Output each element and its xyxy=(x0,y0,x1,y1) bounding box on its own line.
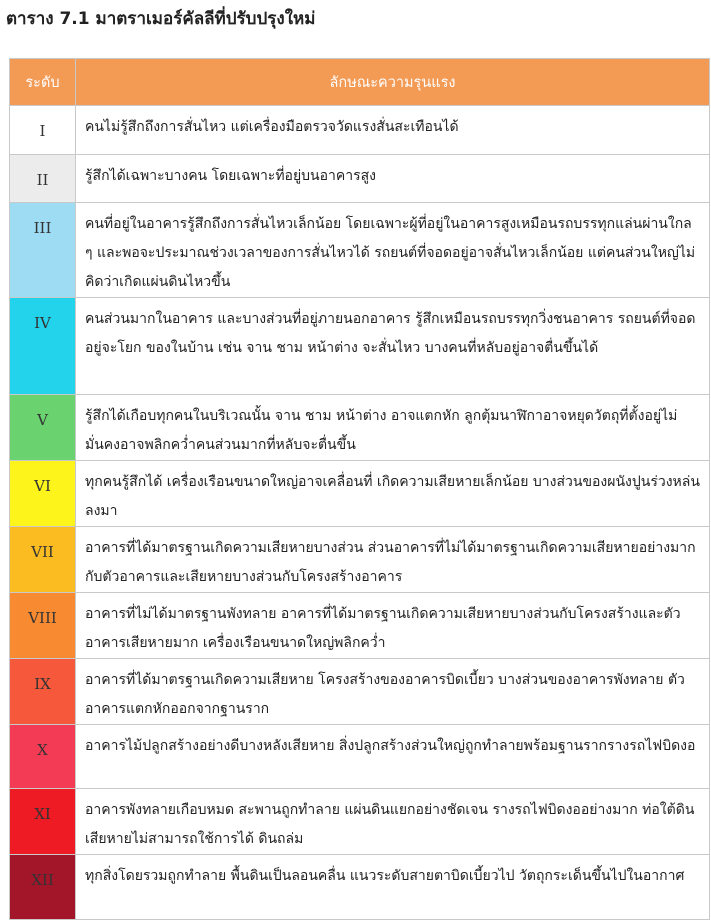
table-row xyxy=(10,659,710,725)
description-cell: อาคารที่ได้มาตรฐานเกิดความเสียหาย โครงสร้างของอาคารบิดเบี้ยว บางส่วนของอาคารพังทลาย ตัวอาคารแตกหักออกจากฐานราก xyxy=(76,659,710,725)
level-cell: IX xyxy=(10,659,76,725)
header-level: ระดับ xyxy=(10,59,76,106)
description-cell: อาคารที่ไม่ได้มาตรฐานพังทลาย อาคารที่ได้มาตรฐานเกิดความเสียหายบางส่วนกับโครงสร้างและตัวอาคารเสียหายมาก เครื่องเรือนขนาดใหญ่พลิกคว่ำ xyxy=(76,593,710,659)
table-row xyxy=(10,203,710,298)
level-cell: VII xyxy=(10,527,76,593)
table-row xyxy=(10,155,710,203)
level-cell: II xyxy=(10,155,76,203)
description-cell: ทุกคนรู้สึกได้ เครื่องเรือนขนาดใหญ่อาจเคลื่อนที่ เกิดความเสียหายเล็กน้อย บางส่วนของผนังปูนร่วงหล่นลงมา xyxy=(76,461,710,527)
table-row xyxy=(10,298,710,395)
mercalli-scale-table xyxy=(9,58,710,920)
description-cell: คนไม่รู้สึกถึงการสั่นไหว แต่เครื่องมือตรวจวัดแรงสั่นสะเทือนได้ xyxy=(76,106,710,155)
description-cell: รู้สึกได้เกือบทุกคนในบริเวณนั้น จาน ชาม หน้าต่าง อาจแตกหัก ลูกตุ้มนาฬิกาอาจหยุดวัตถุที่ตั้งอยู่ไม่มั่นคงอาจพลิกคว่ำคนส่วนมากที่หลับจะตื่นขึ้น xyxy=(76,395,710,461)
level-cell: V xyxy=(10,395,76,461)
level-cell: VIII xyxy=(10,593,76,659)
table-header-row xyxy=(10,59,710,106)
table-row xyxy=(10,855,710,920)
table-row xyxy=(10,527,710,593)
description-cell: อาคารพังทลายเกือบหมด สะพานถูกทำลาย แผ่นดินแยกอย่างชัดเจน รางรถไฟบิดงออย่างมาก ท่อใต้ดินเสียหายไม่สามารถใช้การได้ ดินถล่ม xyxy=(76,789,710,855)
table-row xyxy=(10,395,710,461)
level-cell: XI xyxy=(10,789,76,855)
level-cell: IV xyxy=(10,298,76,395)
level-cell: X xyxy=(10,725,76,789)
table-caption: ตาราง 7.1 มาตราเมอร์คัลลีที่ปรับปรุงใหม่ xyxy=(6,9,316,29)
description-cell: รู้สึกได้เฉพาะบางคน โดยเฉพาะที่อยู่บนอาคารสูง xyxy=(76,155,710,203)
description-cell: อาคารที่ได้มาตรฐานเกิดความเสียหายบางส่วน ส่วนอาคารที่ไม่ได้มาตรฐานเกิดความเสียหายอย่างมากกับตัวอาคารและเสียหายบางส่วนกับโครงสร้างอาคาร xyxy=(76,527,710,593)
description-cell: คนที่อยู่ในอาคารรู้สึกถึงการสั่นไหวเล็กน้อย โดยเฉพาะผู้ที่อยู่ในอาคารสูงเหมือนรถบรรทุกแล่นผ่านใกล ๆ และพอจะประมาณช่วงเวลาของการสั่นไหวได้ รถยนต์ที่จอดอยู่อาจสั่นไหวเล็กน้อย แต่คนส่วนใหญ่ไม่คิดว่าเกิดแผ่นดินไหวขึ้น xyxy=(76,203,710,298)
table-row xyxy=(10,106,710,155)
description-cell: ทุกสิ่งโดยรวมถูกทำลาย พื้นดินเป็นลอนคลื่น แนวระดับสายตาบิดเบี้ยวไป วัตถุกระเด็นขึ้นไปในอากาศ xyxy=(76,855,710,920)
header-description: ลักษณะความรุนแรง xyxy=(76,59,710,106)
table-row xyxy=(10,789,710,855)
table-row xyxy=(10,725,710,789)
level-cell: XII xyxy=(10,855,76,920)
table-row xyxy=(10,461,710,527)
level-cell: I xyxy=(10,106,76,155)
description-cell: คนส่วนมากในอาคาร และบางส่วนที่อยู่ภายนอกอาคาร รู้สึกเหมือนรถบรรทุกวิ่งชนอาคาร รถยนต์ที่จอดอยู่จะโยก ของในบ้าน เช่น จาน ชาม หน้าต่าง จะสั่นไหว บางคนที่หลับอยู่อาจตื่นขึ้นได้ xyxy=(76,298,710,395)
level-cell: III xyxy=(10,203,76,298)
table-row xyxy=(10,593,710,659)
level-cell: VI xyxy=(10,461,76,527)
description-cell: อาคารไม้ปลูกสร้างอย่างดีบางหลังเสียหาย สิ่งปลูกสร้างส่วนใหญ่ถูกทำลายพร้อมฐานรากรางรถไฟบิดงอ xyxy=(76,725,710,789)
